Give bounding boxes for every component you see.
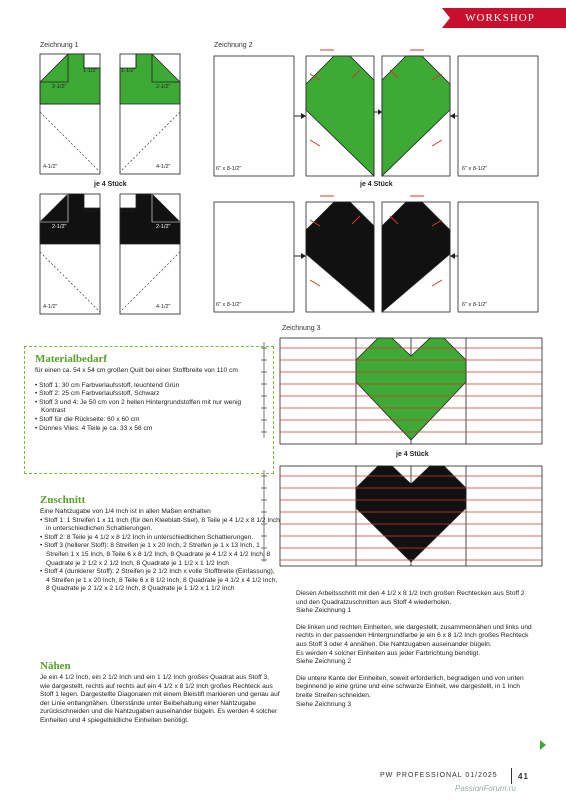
list-item: • Stoff für die Rückseite: 60 x 60 cm — [35, 416, 263, 425]
footer-magazine: PW PROFESSIONAL 01/2025 — [380, 772, 498, 779]
dim-label: 1-1/2" — [83, 68, 98, 74]
materials-list — [35, 382, 263, 434]
next-arrow-icon — [540, 740, 546, 750]
list-item: • Stoff 2: 8 Teile je 4 1/2 x 8 1/2 Inch in unterschiedlichen Schattierungen. — [40, 534, 280, 543]
strip-block-green — [261, 338, 542, 444]
cutting-section — [40, 494, 280, 594]
list-item: • Stoff 1: 1 Streifen 1 x 11 Inch (für den Kleeblatt-Stiel), 8 Teile je 4 1/2 x 8 1/2 Inch in unterschiedlichen Schattierungen. — [40, 517, 280, 534]
footer-divider — [511, 768, 512, 784]
materials-intro: für einen ca. 54 x 54 cm großen Quilt bei einer Stoffbreite von 110 cm — [35, 367, 238, 374]
row-green — [214, 50, 538, 176]
cutting-list — [40, 517, 280, 594]
cutting-intro: Eine Nahtzugabe von 1/4 Inch ist in allen Maßen enthalten — [40, 508, 211, 515]
paragraph: Die untere Kante der Einheiten, soweit erforderlich, begradigen und von unten beginnend je eine grüne und eine schwarze Einheit, wie dargestellt, in 1 Inch breite Streifen schneiden. — [296, 674, 524, 699]
dim-label: 2-1/2" — [52, 224, 67, 230]
dim-label: 2-1/2" — [156, 84, 171, 90]
section-title: WORKSHOP — [465, 12, 535, 24]
paragraph: Es werden 4 solcher Einheiten aus jeder Farbrichtung benötigt. — [296, 649, 481, 657]
materials-title: Materialbedarf — [35, 353, 108, 365]
paragraph: Diesen Arbeitsschritt mit den 4 1/2 x 8 1/2 Inch großen Rechtecken aus Stoff 2 und den Quadratzuschnitten aus Stoff 4 wiederholen. — [296, 590, 525, 606]
right-column — [296, 590, 536, 709]
dim-label: 1-1/2" — [121, 68, 136, 74]
list-item: • Dünnes Vlies: 4 Teile je ca. 33 x 56 cm — [35, 425, 263, 434]
section-banner — [450, 8, 550, 28]
sewing-paragraph: Je ein 4 1/2 Inch, ein 2 1/2 Inch und ein 1 1/2 Inch großes Quadrat aus Stoff 3, wie dargestellt, rechts auf rechts auf ein 4 1/2 x 8 1/2 Inch großes Rechteck aus Stoff 1 legen. Dargestellte Diagonalen mit einem Bleistift markieren und genau auf der Linie entlangnähen. Überstände unter Beibehaltung einer Nahtzugabe zurückschneiden und die Nahtzugaben auseinander bügeln. Es werden 4 solcher Einheiten und 4 spiegelbildliche Einheiten benötigt. — [40, 674, 280, 724]
row-black — [214, 196, 538, 312]
list-item: • Stoff 3 (hellerer Stoff): 8 Streifen je 1 x 20 Inch, 2 Streifen je 1 x 13 Inch, 1 Streifen 1 x 15 Inch, 8 Teile 6 x 8 1/2 Inch, 8 Quadrate je 4 1/2 x 4 1/2 Inch, 8 Quadrate je 2 1/2 x 2 1/2 Inch, 8 Quadrate je 1 1/2 x 1 1/2 Inch — [40, 542, 280, 568]
figure-reference: Siehe Zeichnung 2 — [296, 658, 351, 666]
list-item: • Stoff 2: 25 cm Farbverlaufsstoff, Schwarz — [35, 390, 263, 399]
dim-label: 4-1/2" — [156, 304, 171, 310]
list-item: • Stoff 1: 30 cm Farbverlaufsstoff, leuchtend Grün — [35, 382, 263, 391]
sewing-section — [40, 660, 280, 726]
each-count-label: je 4 Stück — [396, 451, 429, 458]
materials-box — [24, 346, 274, 474]
list-item: • Stoff 4 (dunklerer Stoff): 2 Streifen je 2 1/2 Inch x volle Stoffbreite (Einfassung), 4 Streifen je 1 x 20 Inch, 8 Teile 6 x 8 1/2 Inch, 8 Quadrate je 4 1/2 x 4 1/2 Inch, 8 Quadrate je 2 1/2 x 2 1/2 Inch, 8 Quadrate je 1 1/2 x 1 1/2 Inch — [40, 568, 280, 594]
sewing-title: Nähen — [40, 660, 71, 672]
list-item: • Stoff 3 und 4: Je 50 cm von 2 hellen Hintergrundstoffen mit nur wenig Kontrast — [35, 399, 263, 416]
figure-1-caption: Zeichnung 1 — [40, 42, 79, 49]
figure-3-caption: Zeichnung 3 — [282, 325, 321, 332]
dim-label: 1-1/2" — [121, 208, 136, 214]
dim-label: 6" x 8-1/2" — [462, 166, 488, 172]
page-number: 41 — [518, 772, 529, 781]
dim-label: 4-1/2" — [43, 164, 58, 170]
strip-block-black — [261, 466, 542, 566]
each-count-label: je 4 Stück — [360, 181, 393, 188]
unit-black-right — [120, 194, 180, 314]
dim-label: 2-1/2" — [52, 84, 67, 90]
paragraph: Die linken und rechten Einheiten, wie dargestellt, zusammennähen und links und rechts in der passenden Hintergrundfarbe je ein 6 x 8 1/2 Inch großes Rechteck aus Stoff 3 oder 4 annähen. Die Nahtzugaben auseinander bügeln. — [296, 623, 532, 648]
figure-3-drawing — [256, 334, 546, 574]
dim-label: 6" x 8-1/2" — [216, 302, 242, 308]
figure-2-drawing — [210, 48, 540, 316]
figure-reference: Siehe Zeichnung 3 — [296, 700, 351, 708]
dim-label: 6" x 8-1/2" — [216, 166, 242, 172]
unit-black-left — [40, 194, 100, 314]
figure-reference: Siehe Zeichnung 1 — [296, 607, 351, 615]
figure-2-caption: Zeichnung 2 — [214, 42, 253, 49]
watermark: PassionForum.ru — [455, 784, 516, 793]
dim-label: 6" x 8-1/2" — [462, 302, 488, 308]
unit-green-left — [40, 54, 100, 174]
cutting-title: Zuschnitt — [40, 494, 86, 506]
dim-label: 2-1/2" — [156, 224, 171, 230]
figure-1-drawing — [38, 52, 188, 317]
each-count-label: je 4 Stück — [94, 181, 127, 188]
dim-label: 1-1/2" — [83, 208, 98, 214]
unit-green-right — [120, 54, 180, 174]
dim-label: 4-1/2" — [43, 304, 58, 310]
dim-label: 4-1/2" — [156, 164, 171, 170]
